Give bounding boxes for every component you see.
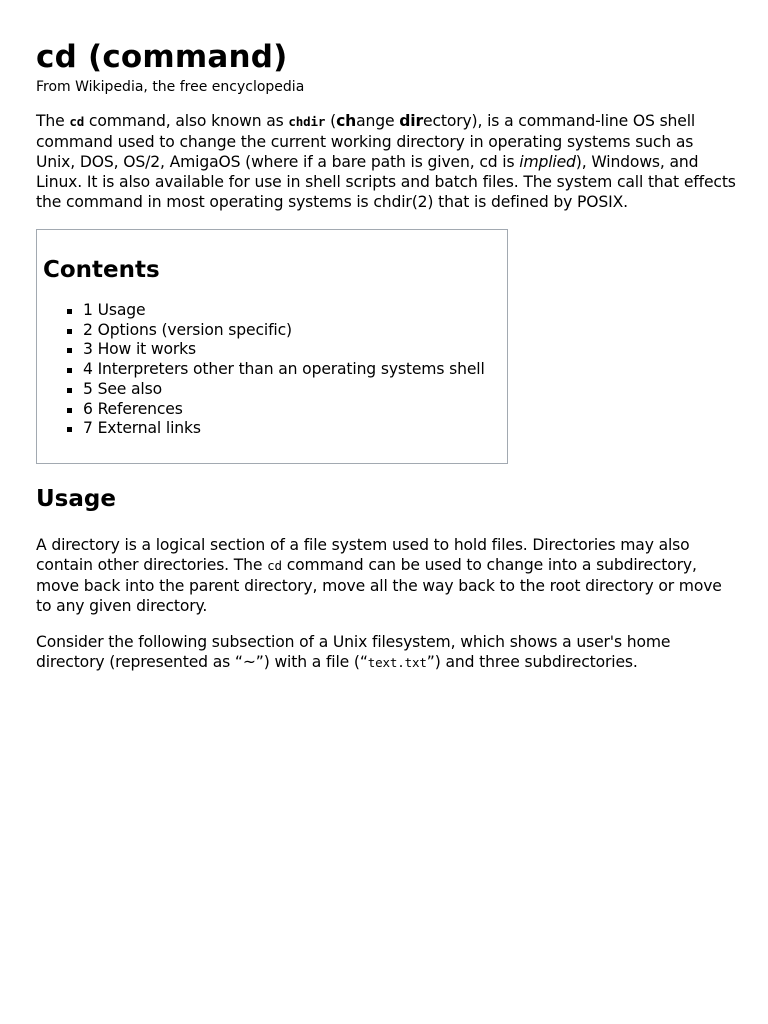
bullet-icon [67,427,72,432]
usage-heading: Usage [36,486,116,512]
implied-emphasis: implied [519,153,576,171]
bullet-icon [67,368,72,373]
toc-item-label[interactable]: 4 Interpreters other than an operating systems shell [83,360,485,379]
table-of-contents [36,229,508,464]
chdir-code: chdir [288,114,326,129]
article [36,38,736,673]
toc-list [43,301,501,439]
usage-text: ”) with a file (“ [255,653,368,671]
toc-item-label[interactable]: 7 External links [83,419,201,438]
intro-text: command, also known as [84,112,289,130]
intro-text: The [36,112,70,130]
toc-item-references[interactable] [67,400,501,420]
toc-item-usage[interactable] [67,301,501,321]
toc-item-label[interactable]: 6 References [83,399,183,418]
bullet-icon [67,408,72,413]
usage-text: Consider the following subsection of a Unix filesystem, which shows a user's home directory (represented as “ [36,633,671,671]
usage-paragraph-1 [36,535,736,616]
intro-text: ange [356,112,400,130]
toc-item-how-it-works[interactable] [67,340,501,360]
cd-code: cd [267,558,282,573]
toc-item-interpreters[interactable] [67,360,501,380]
toc-item-label[interactable]: 5 See also [83,379,162,398]
intro-text: ), Windows, and Linux. It is also available for use in shell scripts and batch files. The system call that effects the command in most operating systems is chdir(2) that is defined by POSIX. [36,153,736,211]
bullet-icon [67,388,72,393]
toc-item-see-also[interactable] [67,380,501,400]
page-title: cd (command) [36,39,288,75]
tilde-symbol: ~ [242,653,256,671]
usage-paragraph-2 [36,632,736,673]
toc-item-options[interactable] [67,321,501,341]
toc-item-label[interactable]: 1 Usage [83,301,146,319]
usage-text: ”) and three subdirectories. [426,653,638,671]
usage-text: A directory is a logical section of a file system used to hold files. Directories may also contain other directories. The [36,536,690,574]
intro-text: ( [325,112,337,130]
toc-heading: Contents [43,257,160,283]
bullet-icon [67,309,72,314]
toc-item-external-links[interactable] [67,419,501,439]
dir-highlight: dir [399,112,423,130]
bullet-icon [67,329,72,334]
intro-paragraph [36,111,736,212]
cd-code: cd [69,114,85,129]
intro-text: ectory), is a command-line OS shell command used to change the current working directory in operating systems such as Unix, DOS, OS/2, AmigaOS (where if a bare path is given, cd is [36,112,696,171]
filename-code: text.txt [367,655,427,670]
site-tagline: From Wikipedia, the free encyclopedia [36,79,305,95]
toc-item-label[interactable]: 3 How it works [83,340,197,359]
bullet-icon [67,348,72,353]
usage-text: command can be used to change into a subdirectory, move back into the parent directory, move all the way back to the root directory or move to any given directory. [36,556,722,615]
toc-item-label[interactable]: 2 Options (version specific) [83,320,292,339]
ch-highlight: ch [336,112,357,130]
